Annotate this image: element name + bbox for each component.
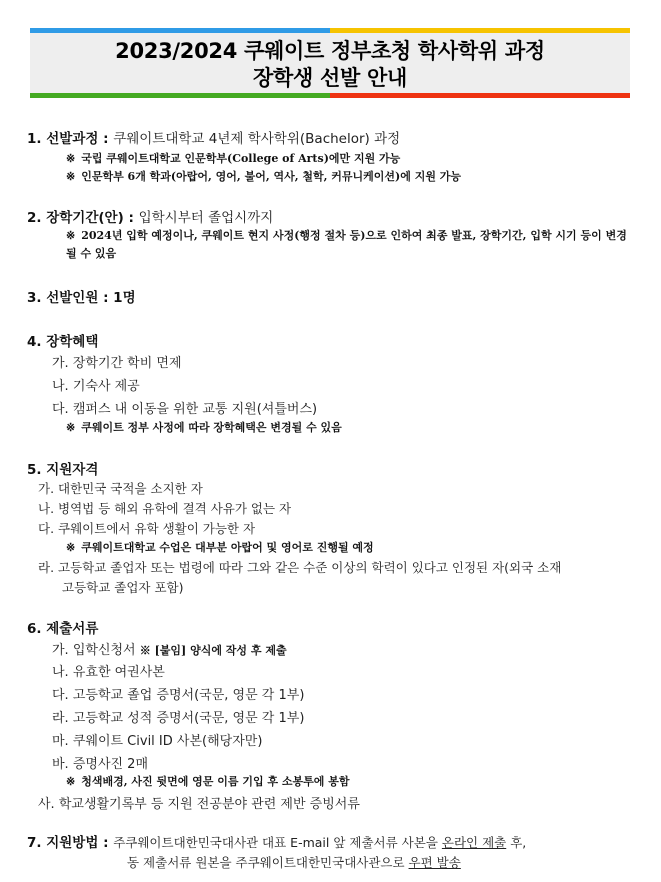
section-6-item-1: 가. 입학신청서 ※ [붙임] 양식에 작성 후 제출: [52, 643, 287, 658]
section-7-line-2: 동 제출서류 원본을 주쿠웨이트대한민국대사관으로 우편 발송: [127, 855, 461, 870]
section-2-desc: 입학시부터 졸업시까지: [138, 210, 274, 226]
section-4-heading: 4. 장학혜택: [27, 334, 99, 350]
postal-mail-text: 우편 발송: [408, 855, 461, 870]
section-6-item-1-note: ※ [붙임] 양식에 작성 후 제출: [139, 644, 287, 657]
section-1-label: 1. 선발과정 :: [27, 131, 114, 147]
banner-bar-green: [30, 93, 330, 98]
section-7-heading: [27, 831, 526, 851]
section-5-item-4-cont: 고등학교 졸업자 포함): [62, 580, 184, 595]
section-5-item-3: 다. 쿠웨이트에서 유학 생활이 가능한 자: [38, 521, 256, 536]
note-mark: ※: [66, 775, 76, 788]
section-6-item-6: 바. 증명사진 2매: [52, 757, 149, 772]
section-1-note-1: ※ 국립 쿠웨이트대학교 인문학부(College of Arts)에만 지원 가능: [66, 152, 401, 165]
banner-bar-yellow: [330, 28, 630, 33]
banner-bar-red: [330, 93, 630, 98]
section-6-item-2: 나. 유효한 여권사본: [52, 665, 165, 680]
section-6-heading: 6. 제출서류: [27, 621, 99, 637]
banner-bar-blue: [30, 28, 330, 33]
section-1-note-2: ※ 인문학부 6개 학과(아랍어, 영어, 불어, 역사, 철학, 커뮤니케이션)에 지원 가능: [66, 170, 462, 183]
section-5-heading: 5. 지원자격: [27, 462, 99, 478]
section-6-item-4: 라. 고등학교 성적 증명서(국문, 영문 각 1부): [52, 711, 305, 726]
note-mark: ※: [66, 170, 76, 183]
section-1-desc: 쿠웨이트대학교 4년제 학사학위(Bachelor) 과정: [113, 131, 401, 147]
note-mark: ※: [66, 421, 76, 434]
section-3-heading: 3. 선발인원 : 1명: [27, 290, 136, 306]
section-6-note: ※ 청색배경, 사진 뒷면에 영문 이름 기입 후 소봉투에 봉함: [66, 775, 350, 788]
page-title: 2023/2024 쿠웨이트 정부초청 학사학위 과정: [115, 39, 545, 63]
section-7-line-1: 주쿠웨이트대한민국대사관 대표 E-mail 앞 제출서류 사본을 온라인 제출 후,: [113, 835, 527, 850]
section-5-item-4: 라. 고등학교 졸업자 또는 법령에 따라 그와 같은 수준 이상의 학력이 있다고 인정된 자(외국 소재: [38, 560, 562, 575]
section-6-item-5: 마. 쿠웨이트 Civil ID 사본(해당자만): [52, 734, 263, 749]
note-mark: ※: [66, 152, 76, 165]
section-4-item-3: 다. 캠퍼스 내 이동을 위한 교통 지원(셔틀버스): [52, 402, 318, 417]
section-6-item-7: 사. 학교생활기록부 등 지원 전공분야 관련 제반 증빙서류: [38, 797, 360, 812]
section-7-label: 7. 지원방법 :: [27, 835, 114, 851]
section-5-item-1: 가. 대한민국 국적을 소지한 자: [38, 481, 203, 496]
note-mark: ※: [66, 541, 76, 554]
section-2-note: ※ 2024년 입학 예정이나, 쿠웨이트 현지 사정(행정 절차 등)으로 인하여 최종 발표, 장학기간, 입학 시기 등이 변경될 수 있음: [66, 229, 627, 260]
section-4-item-2: 나. 기숙사 제공: [52, 379, 140, 394]
section-4-item-1: 가. 장학기간 학비 면제: [52, 356, 182, 371]
note-mark: ※: [66, 229, 76, 242]
section-2-heading: [27, 206, 273, 226]
section-4-note: ※ 쿠웨이트 정부 사정에 따라 장학혜택은 변경될 수 있음: [66, 421, 342, 434]
section-1-heading: [27, 127, 400, 147]
section-6-item-3: 다. 고등학교 졸업 증명서(국문, 영문 각 1부): [52, 688, 305, 703]
online-submission-text: 온라인 제출: [441, 835, 507, 850]
page-subtitle: 장학생 선발 안내: [253, 66, 407, 90]
section-5-note: ※ 쿠웨이트대학교 수업은 대부분 아랍어 및 영어로 진행될 예정: [66, 541, 374, 554]
section-5-item-2: 나. 병역법 등 해외 유학에 결격 사유가 없는 자: [38, 501, 292, 516]
section-2-label: 2. 장학기간(안) :: [27, 210, 139, 226]
